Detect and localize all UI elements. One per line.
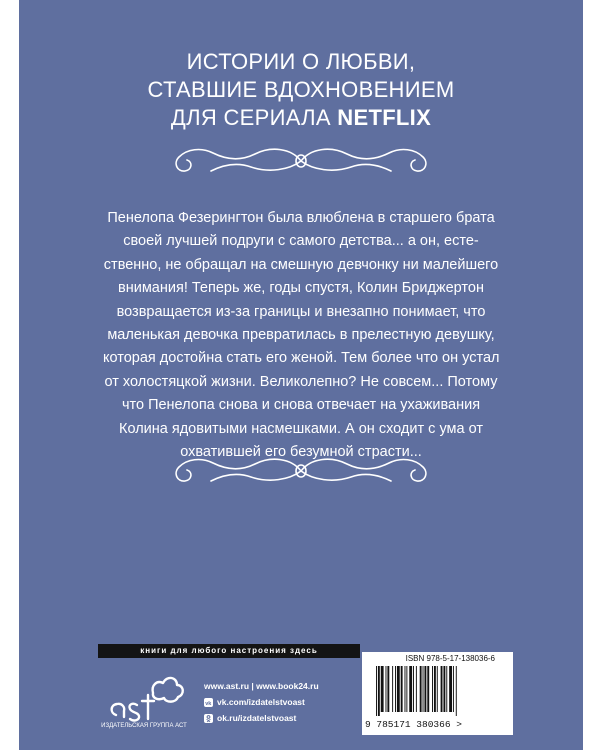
barcode-bar — [378, 666, 380, 716]
barcode-bar — [392, 666, 393, 712]
book-back-cover — [19, 0, 583, 750]
blurb-line: которая достойна стать его женой. Тем более что он устал — [103, 350, 500, 367]
heading-line-2: СТАВШИЕ ВДОХНОВЕНИЕМ — [147, 77, 455, 102]
ornament-flourish-icon — [161, 450, 441, 492]
barcode-bar — [387, 666, 389, 712]
ok-link-text: ok.ru/izdatelstvoast — [217, 713, 297, 723]
barcode-bar — [434, 666, 436, 712]
blurb-line: ственно, не обращал на смешную девчонку ни малейшего — [103, 256, 499, 273]
barcode-bar — [401, 666, 403, 712]
barcode-bar — [413, 666, 414, 712]
barcode-quiet-zone-marker: > — [450, 719, 462, 730]
barcode-bar — [386, 666, 387, 712]
barcode-bar — [416, 666, 417, 712]
barcode-bar — [424, 666, 426, 712]
barcode-bar — [443, 666, 445, 712]
vk-icon — [204, 698, 213, 707]
blurb-line: своей лучшей подруги с самого детства... а он, есте- — [123, 233, 479, 250]
barcode-bar — [420, 666, 422, 712]
barcode-bar — [406, 666, 407, 712]
blurb-line: маленькая девочка превратилась в прелестную девушку, — [107, 327, 495, 344]
barcode-digits — [365, 719, 510, 730]
barcode-bar — [427, 666, 429, 712]
ok-link[interactable] — [204, 713, 319, 723]
blurb-line: Колина ядовитыми насмешками. А он сходит с ума от — [119, 420, 483, 437]
barcode-bar — [381, 666, 384, 712]
isbn-label: ISBN 978-5-17-138036-6 — [405, 654, 495, 663]
blurb-line: внимания! Теперь же, годы спустя, Колин Бриджертон — [118, 280, 484, 297]
blurb-line: охватившей его безумной страсти... — [180, 444, 422, 461]
ok-icon — [204, 714, 213, 723]
barcode-bar — [376, 666, 377, 716]
blurb-line: Пенелопа Фезерингтон была влюблена в старшего брата — [107, 210, 495, 226]
heading-line-3-prefix: ДЛЯ СЕРИАЛА — [170, 105, 338, 130]
netflix-brand: NETFLIX — [337, 105, 432, 130]
blurb-line: возвращается из-за границы и внезапно понимает, что — [116, 303, 486, 320]
blurb-line: от холостяцкой жизни. Великолепно? Не совсем... Потому — [104, 373, 498, 390]
barcode-bar — [409, 666, 412, 712]
cover-heading — [19, 48, 583, 132]
blurb-text — [103, 207, 499, 464]
blurb-line: что Пенелопа снова и снова отвечает на ухаживания — [121, 397, 481, 414]
barcode-digits-text: 9 785171 380366 — [365, 719, 451, 730]
barcode-bar — [441, 666, 443, 712]
barcode-bar — [446, 666, 447, 712]
barcode-bar — [449, 666, 452, 712]
isbn-barcode-box — [362, 652, 513, 735]
publisher-websites[interactable]: www.ast.ru | www.book24.ru — [204, 681, 319, 691]
heading-line-1: ИСТОРИИ О ЛЮБВИ, — [186, 49, 416, 74]
barcode-bar — [456, 666, 457, 716]
barcode-bar — [397, 666, 400, 712]
barcode-bar — [432, 666, 433, 712]
vk-link-text: vk.com/izdatelstvoast — [217, 697, 305, 707]
publisher-contacts — [204, 681, 319, 723]
barcode-bar — [423, 666, 424, 712]
barcode-graphic — [374, 666, 500, 716]
tagline-bar: книги для любого настроения здесь — [98, 644, 360, 658]
vk-link[interactable] — [204, 697, 319, 707]
ornament-flourish-icon — [161, 140, 441, 182]
publisher-caption: ИЗДАТЕЛЬСКАЯ ГРУППА АСТ — [101, 723, 187, 729]
barcode-bar — [437, 666, 438, 712]
barcode-bar — [453, 666, 454, 712]
barcode-bar — [395, 666, 396, 712]
heading-line-3 — [19, 104, 583, 132]
barcode-bar — [405, 666, 406, 712]
svg-text:vk: vk — [205, 700, 212, 707]
